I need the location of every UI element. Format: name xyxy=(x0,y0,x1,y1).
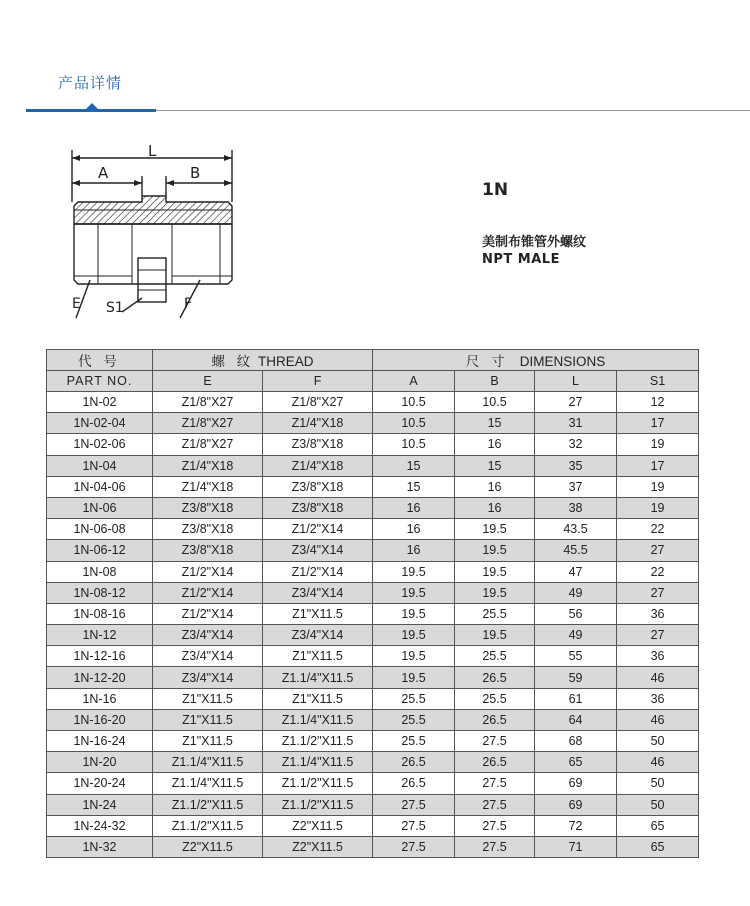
dim-s1-cell: 27 xyxy=(617,625,699,646)
thread-f-cell: Z1/4"X18 xyxy=(263,413,373,434)
part-no-cell: 1N-12 xyxy=(47,625,153,646)
thread-e-cell: Z3/4"X14 xyxy=(153,667,263,688)
part-no-cell: 1N-32 xyxy=(47,836,153,857)
thread-f-cell: Z1.1/4"X11.5 xyxy=(263,667,373,688)
dim-l-cell: 69 xyxy=(535,773,617,794)
dim-a-cell: 19.5 xyxy=(373,625,455,646)
dim-s1-cell: 12 xyxy=(617,392,699,413)
dim-l-cell: 35 xyxy=(535,455,617,476)
part-no-cell: 1N-08-12 xyxy=(47,582,153,603)
dim-l-cell: 27 xyxy=(535,392,617,413)
table-row xyxy=(47,625,699,646)
dim-b-cell: 16 xyxy=(455,434,535,455)
part-no-cell: 1N-06-12 xyxy=(47,540,153,561)
thread-f-cell: Z1.1/4"X11.5 xyxy=(263,709,373,730)
thread-e-cell: Z1/8"X27 xyxy=(153,434,263,455)
thread-f-cell: Z3/8"X18 xyxy=(263,497,373,518)
table-row xyxy=(47,497,699,518)
thread-e-cell: Z3/4"X14 xyxy=(153,646,263,667)
dim-s1-cell: 50 xyxy=(617,794,699,815)
table-row xyxy=(47,561,699,582)
thread-f-cell: Z1/2"X14 xyxy=(263,561,373,582)
header-code-cn: 代 号 xyxy=(47,350,153,371)
thread-e-cell: Z1"X11.5 xyxy=(153,688,263,709)
table-row xyxy=(47,519,699,540)
table-row xyxy=(47,836,699,857)
thread-f-cell: Z3/4"X14 xyxy=(263,625,373,646)
dim-b-cell: 16 xyxy=(455,476,535,497)
dim-b-cell: 26.5 xyxy=(455,752,535,773)
header-dimensions xyxy=(373,350,699,371)
thread-e-cell: Z1"X11.5 xyxy=(153,731,263,752)
thread-f-cell: Z1/4"X18 xyxy=(263,455,373,476)
table-row xyxy=(47,667,699,688)
table-row xyxy=(47,476,699,497)
thread-f-cell: Z1/2"X14 xyxy=(263,519,373,540)
dim-b-cell: 16 xyxy=(455,497,535,518)
dim-a-cell: 19.5 xyxy=(373,561,455,582)
table-row xyxy=(47,752,699,773)
table-row xyxy=(47,455,699,476)
header-col-e: E xyxy=(153,371,263,392)
dim-s1-cell: 17 xyxy=(617,413,699,434)
table-row xyxy=(47,731,699,752)
dim-a-cell: 25.5 xyxy=(373,688,455,709)
thread-f-cell: Z3/8"X18 xyxy=(263,434,373,455)
dim-l-cell: 72 xyxy=(535,815,617,836)
dim-s1-cell: 50 xyxy=(617,773,699,794)
dim-l-cell: 64 xyxy=(535,709,617,730)
dim-a-cell: 15 xyxy=(373,455,455,476)
thread-f-cell: Z1"X11.5 xyxy=(263,688,373,709)
thread-f-cell: Z1.1/4"X11.5 xyxy=(263,752,373,773)
thread-e-cell: Z1.1/2"X11.5 xyxy=(153,794,263,815)
dim-l-cell: 61 xyxy=(535,688,617,709)
dim-l-cell: 37 xyxy=(535,476,617,497)
dim-l-cell: 31 xyxy=(535,413,617,434)
dim-b-cell: 25.5 xyxy=(455,603,535,624)
fitting-drawing xyxy=(60,140,250,322)
dim-b-cell: 27.5 xyxy=(455,815,535,836)
thread-f-cell: Z3/4"X14 xyxy=(263,540,373,561)
header-col-s1: S1 xyxy=(617,371,699,392)
dim-a-cell: 19.5 xyxy=(373,667,455,688)
thread-f-cell: Z2"X11.5 xyxy=(263,836,373,857)
thread-e-cell: Z1.1/4"X11.5 xyxy=(153,773,263,794)
dim-l-cell: 69 xyxy=(535,794,617,815)
product-code: 1N xyxy=(482,180,509,200)
dim-a-cell: 19.5 xyxy=(373,646,455,667)
table-row xyxy=(47,582,699,603)
part-no-cell: 1N-08 xyxy=(47,561,153,582)
dim-a-cell: 27.5 xyxy=(373,836,455,857)
thread-f-cell: Z3/4"X14 xyxy=(263,582,373,603)
dim-b-cell: 27.5 xyxy=(455,773,535,794)
dim-a-cell: 25.5 xyxy=(373,709,455,730)
part-no-cell: 1N-02-04 xyxy=(47,413,153,434)
thread-f-cell: Z1.1/2"X11.5 xyxy=(263,731,373,752)
thread-f-cell: Z3/8"X18 xyxy=(263,476,373,497)
thread-f-cell: Z1.1/2"X11.5 xyxy=(263,773,373,794)
thread-e-cell: Z1/8"X27 xyxy=(153,413,263,434)
part-no-cell: 1N-12-20 xyxy=(47,667,153,688)
section-divider-accent xyxy=(26,109,156,112)
dim-l-cell: 45.5 xyxy=(535,540,617,561)
section-caret-icon xyxy=(86,103,98,109)
part-no-cell: 1N-24 xyxy=(47,794,153,815)
table-row xyxy=(47,688,699,709)
dim-s1-cell: 27 xyxy=(617,540,699,561)
dim-a-cell: 27.5 xyxy=(373,794,455,815)
dim-s1-cell: 27 xyxy=(617,582,699,603)
dim-l-cell: 56 xyxy=(535,603,617,624)
dim-b-cell: 19.5 xyxy=(455,625,535,646)
thread-e-cell: Z2"X11.5 xyxy=(153,836,263,857)
thread-e-cell: Z3/8"X18 xyxy=(153,497,263,518)
part-no-cell: 1N-16 xyxy=(47,688,153,709)
dimension-label-s1: S1 xyxy=(106,300,124,316)
spec-table-body xyxy=(47,392,699,858)
dim-s1-cell: 19 xyxy=(617,497,699,518)
dim-b-cell: 19.5 xyxy=(455,540,535,561)
dim-s1-cell: 46 xyxy=(617,709,699,730)
header-col-l: L xyxy=(535,371,617,392)
dim-l-cell: 38 xyxy=(535,497,617,518)
dim-s1-cell: 19 xyxy=(617,434,699,455)
thread-e-cell: Z1/2"X14 xyxy=(153,603,263,624)
dim-a-cell: 26.5 xyxy=(373,773,455,794)
thread-e-cell: Z3/8"X18 xyxy=(153,519,263,540)
dim-b-cell: 19.5 xyxy=(455,561,535,582)
thread-e-cell: Z3/8"X18 xyxy=(153,540,263,561)
part-no-cell: 1N-16-20 xyxy=(47,709,153,730)
dim-b-cell: 19.5 xyxy=(455,519,535,540)
dim-b-cell: 27.5 xyxy=(455,836,535,857)
dim-s1-cell: 36 xyxy=(617,688,699,709)
thread-e-cell: Z1/2"X14 xyxy=(153,561,263,582)
section-title: 产品详情 xyxy=(58,74,123,92)
thread-e-cell: Z1"X11.5 xyxy=(153,709,263,730)
thread-e-cell: Z3/4"X14 xyxy=(153,625,263,646)
dim-s1-cell: 19 xyxy=(617,476,699,497)
thread-e-cell: Z1/4"X18 xyxy=(153,455,263,476)
dim-a-cell: 16 xyxy=(373,519,455,540)
table-row xyxy=(47,392,699,413)
dim-b-cell: 10.5 xyxy=(455,392,535,413)
dim-b-cell: 25.5 xyxy=(455,646,535,667)
part-no-cell: 1N-02 xyxy=(47,392,153,413)
dim-l-cell: 68 xyxy=(535,731,617,752)
thread-e-cell: Z1.1/4"X11.5 xyxy=(153,752,263,773)
dim-l-cell: 71 xyxy=(535,836,617,857)
header-col-f: F xyxy=(263,371,373,392)
dim-l-cell: 55 xyxy=(535,646,617,667)
dim-a-cell: 10.5 xyxy=(373,434,455,455)
dim-b-cell: 27.5 xyxy=(455,794,535,815)
thread-e-cell: Z1/8"X27 xyxy=(153,392,263,413)
header-thread-en: THREAD xyxy=(258,354,314,369)
dimension-label-b: B xyxy=(190,164,201,182)
dim-a-cell: 10.5 xyxy=(373,392,455,413)
dim-b-cell: 19.5 xyxy=(455,582,535,603)
thread-e-cell: Z1.1/2"X11.5 xyxy=(153,815,263,836)
dim-a-cell: 26.5 xyxy=(373,752,455,773)
table-row xyxy=(47,540,699,561)
header-col-a: A xyxy=(373,371,455,392)
thread-f-cell: Z1.1/2"X11.5 xyxy=(263,794,373,815)
dim-l-cell: 49 xyxy=(535,625,617,646)
dimension-label-e: E xyxy=(72,296,81,312)
dim-b-cell: 15 xyxy=(455,455,535,476)
dim-l-cell: 65 xyxy=(535,752,617,773)
header-thread-cn: 螺 纹 xyxy=(211,354,255,369)
header-part-no: PART NO. xyxy=(47,371,153,392)
dim-s1-cell: 17 xyxy=(617,455,699,476)
part-no-cell: 1N-04-06 xyxy=(47,476,153,497)
dim-l-cell: 43.5 xyxy=(535,519,617,540)
dimension-label-l: L xyxy=(148,142,157,160)
spec-table xyxy=(46,349,699,858)
dim-s1-cell: 22 xyxy=(617,519,699,540)
table-row xyxy=(47,773,699,794)
dim-a-cell: 25.5 xyxy=(373,731,455,752)
dim-a-cell: 10.5 xyxy=(373,413,455,434)
table-row xyxy=(47,815,699,836)
part-no-cell: 1N-04 xyxy=(47,455,153,476)
dim-b-cell: 15 xyxy=(455,413,535,434)
part-no-cell: 1N-20 xyxy=(47,752,153,773)
product-name-cn: 美制布锥管外螺纹 xyxy=(482,235,587,250)
header-dim-cn: 尺 寸 xyxy=(465,354,509,369)
dim-s1-cell: 36 xyxy=(617,603,699,624)
dim-a-cell: 16 xyxy=(373,540,455,561)
header-dim-en: DIMENSIONS xyxy=(519,354,606,369)
header-thread xyxy=(153,350,373,371)
dim-s1-cell: 46 xyxy=(617,752,699,773)
dim-b-cell: 26.5 xyxy=(455,667,535,688)
dim-l-cell: 59 xyxy=(535,667,617,688)
dim-b-cell: 25.5 xyxy=(455,688,535,709)
dim-s1-cell: 65 xyxy=(617,815,699,836)
product-name-en: NPT MALE xyxy=(482,252,560,267)
part-no-cell: 1N-24-32 xyxy=(47,815,153,836)
dim-s1-cell: 22 xyxy=(617,561,699,582)
dimension-label-a: A xyxy=(98,164,109,182)
dim-a-cell: 16 xyxy=(373,497,455,518)
part-no-cell: 1N-06-08 xyxy=(47,519,153,540)
dimension-label-f: F xyxy=(184,296,193,312)
dim-s1-cell: 65 xyxy=(617,836,699,857)
table-row xyxy=(47,434,699,455)
dim-l-cell: 32 xyxy=(535,434,617,455)
part-no-cell: 1N-20-24 xyxy=(47,773,153,794)
thread-f-cell: Z1/8"X27 xyxy=(263,392,373,413)
dim-l-cell: 49 xyxy=(535,582,617,603)
part-no-cell: 1N-02-06 xyxy=(47,434,153,455)
dim-l-cell: 47 xyxy=(535,561,617,582)
dim-b-cell: 27.5 xyxy=(455,731,535,752)
thread-f-cell: Z2"X11.5 xyxy=(263,815,373,836)
part-no-cell: 1N-12-16 xyxy=(47,646,153,667)
thread-e-cell: Z1/4"X18 xyxy=(153,476,263,497)
part-no-cell: 1N-06 xyxy=(47,497,153,518)
table-row xyxy=(47,794,699,815)
dim-b-cell: 26.5 xyxy=(455,709,535,730)
table-row xyxy=(47,646,699,667)
dim-a-cell: 19.5 xyxy=(373,582,455,603)
thread-f-cell: Z1"X11.5 xyxy=(263,646,373,667)
dim-s1-cell: 46 xyxy=(617,667,699,688)
dim-a-cell: 27.5 xyxy=(373,815,455,836)
table-row xyxy=(47,709,699,730)
dim-a-cell: 19.5 xyxy=(373,603,455,624)
part-no-cell: 1N-16-24 xyxy=(47,731,153,752)
dim-s1-cell: 36 xyxy=(617,646,699,667)
dim-a-cell: 15 xyxy=(373,476,455,497)
thread-e-cell: Z1/2"X14 xyxy=(153,582,263,603)
dim-s1-cell: 50 xyxy=(617,731,699,752)
table-row xyxy=(47,413,699,434)
part-no-cell: 1N-08-16 xyxy=(47,603,153,624)
header-col-b: B xyxy=(455,371,535,392)
thread-f-cell: Z1"X11.5 xyxy=(263,603,373,624)
table-row xyxy=(47,603,699,624)
